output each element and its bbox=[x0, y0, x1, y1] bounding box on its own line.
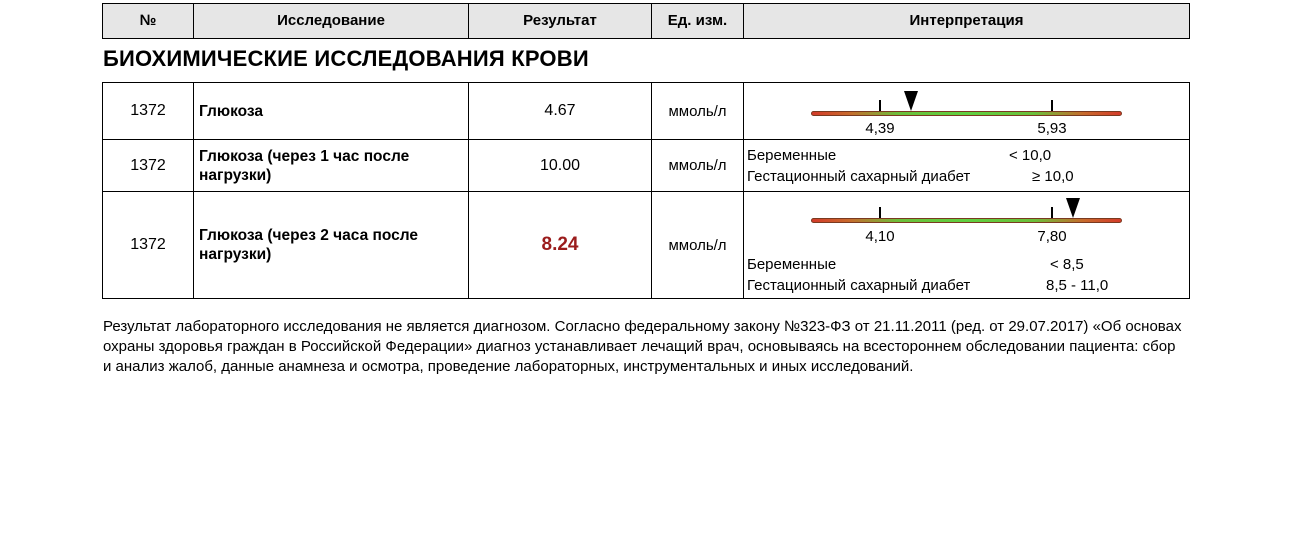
reference-line bbox=[747, 145, 1187, 166]
table-header bbox=[102, 3, 1190, 39]
result-marker-icon bbox=[904, 91, 918, 111]
header-num: № bbox=[103, 4, 194, 38]
scale-low-label: 4,39 bbox=[865, 120, 895, 137]
test-name: Глюкоза (через 1 час после нагрузки) bbox=[194, 140, 469, 191]
reference-label: Беременные bbox=[747, 147, 837, 164]
scale-tick-low bbox=[879, 100, 881, 111]
result-marker-icon bbox=[1066, 198, 1080, 218]
reference-label: Гестационный сахарный диабет bbox=[747, 277, 971, 294]
row-num: 1372 bbox=[103, 83, 194, 139]
scale-tick-low bbox=[879, 207, 881, 218]
table-row bbox=[103, 83, 1189, 140]
unit: ммоль/л bbox=[652, 192, 744, 298]
reference-scale-bar bbox=[811, 111, 1122, 116]
scale-high-label: 7,80 bbox=[1037, 228, 1067, 245]
reference-line bbox=[747, 254, 1187, 275]
result-value: 10.00 bbox=[469, 140, 652, 191]
row-num: 1372 bbox=[103, 192, 194, 298]
test-name: Глюкоза bbox=[194, 83, 469, 139]
table-row bbox=[103, 192, 1189, 298]
header-unit: Ед. изм. bbox=[652, 4, 744, 38]
reference-label: Гестационный сахарный диабет bbox=[747, 168, 971, 185]
header-test: Исследование bbox=[194, 4, 469, 38]
results-table bbox=[102, 82, 1190, 299]
row-num: 1372 bbox=[103, 140, 194, 191]
reference-line bbox=[747, 166, 1187, 187]
result-value: 4.67 bbox=[469, 83, 652, 139]
reference-value: 8,5 - 11,0 bbox=[1046, 277, 1109, 294]
reference-scale-bar bbox=[811, 218, 1122, 223]
disclaimer-text: Результат лабораторного исследования не является диагнозом. Согласно федеральному закону №323-ФЗ от 21.11.2011 (ред. от 29.07.2017) «Об основах охраны здоровья граждан в Российской Федерации» диагноз устанавливает лечащий врач, основываясь на всестороннем обследовании пациента: сбор и анализ жалоб, данные анамнеза и осмотра, проведение лабораторных, инструментальных и иных исследований. bbox=[103, 318, 1182, 375]
scale-high-label: 5,93 bbox=[1037, 120, 1067, 137]
interpretation bbox=[744, 140, 1189, 191]
unit: ммоль/л bbox=[652, 140, 744, 191]
reference-value: < 8,5 bbox=[1050, 256, 1084, 273]
reference-label: Беременные bbox=[747, 256, 837, 273]
header-result: Результат bbox=[469, 4, 652, 38]
reference-list bbox=[747, 145, 1187, 187]
result-value-abnormal: 8.24 bbox=[469, 192, 652, 298]
interpretation bbox=[744, 83, 1189, 139]
header-interpretation: Интерпретация bbox=[909, 12, 1024, 29]
scale-low-label: 4,10 bbox=[865, 228, 895, 245]
reference-value: < 10,0 bbox=[1009, 147, 1052, 164]
scale-tick-high bbox=[1051, 100, 1053, 111]
reference-line bbox=[747, 275, 1187, 296]
section-title: БИОХИМИЧЕСКИЕ ИССЛЕДОВАНИЯ КРОВИ bbox=[103, 46, 589, 71]
interpretation bbox=[744, 192, 1189, 298]
reference-list bbox=[747, 254, 1187, 296]
test-name: Глюкоза (через 2 часа после нагрузки) bbox=[194, 192, 469, 298]
reference-value: ≥ 10,0 bbox=[1032, 168, 1074, 185]
unit: ммоль/л bbox=[652, 83, 744, 139]
scale-tick-high bbox=[1051, 207, 1053, 218]
table-row bbox=[103, 140, 1189, 192]
